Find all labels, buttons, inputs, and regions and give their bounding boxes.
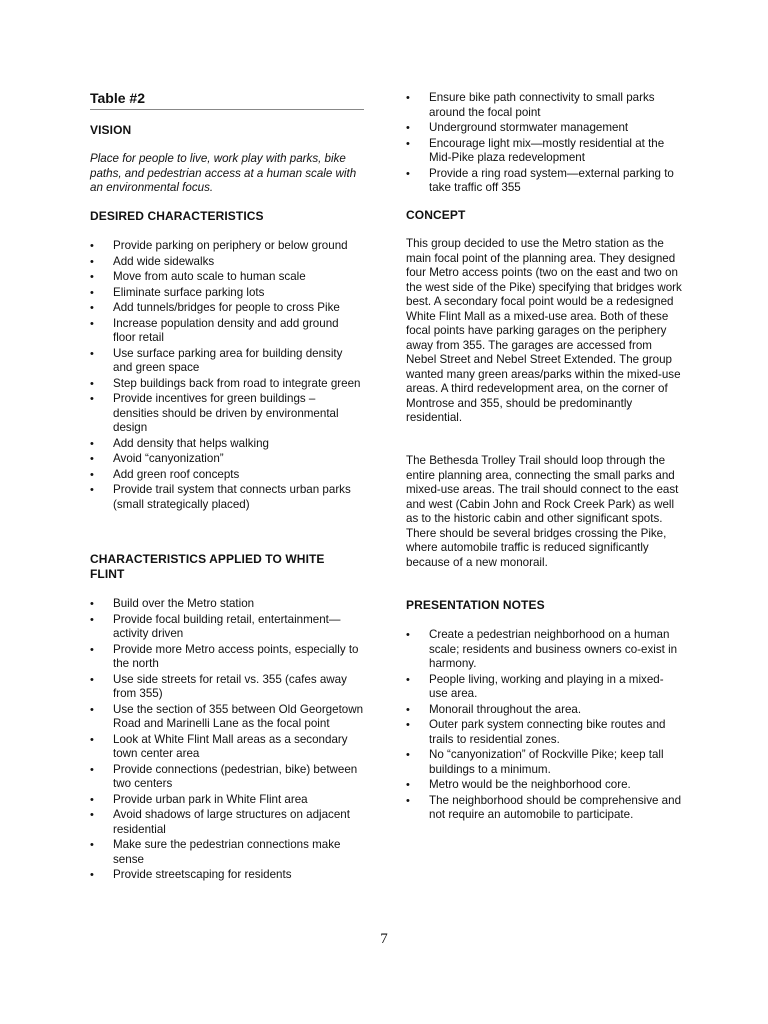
vision-text: Place for people to live, work play with parks, bike paths, and pedestrian access at a human scale with an environmental focus. xyxy=(90,152,357,194)
list-item: • Provide parking on periphery or below ground xyxy=(90,239,364,254)
desired-characteristics-heading: DESIRED CHARACTERISTICS xyxy=(90,209,264,223)
list-item: • Provide focal building retail, entertainment—activity driven xyxy=(90,613,364,642)
list-item: • Provide incentives for green buildings – densities should be driven by environmental design xyxy=(90,392,364,436)
list-item: • Add wide sidewalks xyxy=(90,255,364,270)
list-item: • Provide trail system that connects urban parks (small strategically placed) xyxy=(90,483,364,512)
concept-heading: CONCEPT xyxy=(406,208,466,222)
list-item: • Use the section of 355 between Old Georgetown Road and Marinelli Lane as the focal point xyxy=(90,703,364,732)
list-item: • Ensure bike path connectivity to small parks around the focal point xyxy=(406,91,682,120)
list-item: • Add green roof concepts xyxy=(90,468,364,483)
list-item: • Provide a ring road system—external parking to take traffic off 355 xyxy=(406,167,682,196)
list-item: • Use side streets for retail vs. 355 (cafes away from 355) xyxy=(90,673,364,702)
list-item: • No “canyonization” of Rockville Pike; keep tall buildings to a minimum. xyxy=(406,748,682,777)
list-item: • Create a pedestrian neighborhood on a human scale; residents and business owners co-exist in harmony. xyxy=(406,628,682,672)
presentation-notes-heading: PRESENTATION NOTES xyxy=(406,598,545,612)
list-item: • Metro would be the neighborhood core. xyxy=(406,778,682,793)
list-item: • People living, working and playing in a mixed-use area. xyxy=(406,673,682,702)
list-item: • Provide streetscaping for residents xyxy=(90,868,364,883)
page-number: 7 xyxy=(380,931,388,947)
vision-heading: VISION xyxy=(90,123,132,137)
concept-paragraph-2: The Bethesda Trolley Trail should loop through the entire planning area, connecting the small parks and mixed-use areas. The trail should connect to the east and west (Cabin John and Rock Creek Park) as well as to the historic cabin and other significant spots. There should be several bridges crossing the Pike, where automobile traffic is reduced significantly because of a new monorail. xyxy=(406,454,679,569)
concept-paragraph-1: This group decided to use the Metro station as the main focal point of the planning area. They designed four Metro access points (two on the east and two on the west side of the Pike) specifying that bridges work best. A secondary focal point would be a redesigned White Flint Mall as a mixed-use area. Both of these focal points have parking garages on the periphery away from 355. The garages are accessed from Nebel Street and Nebel Street Extended. The group wanted many green areas/parks within the mixed-use areas. A third redevelopment area, on the corner of Montrose and 355, should be predominantly residential. xyxy=(406,237,682,424)
list-item: • Provide more Metro access points, especially to the north xyxy=(90,643,364,672)
desired-characteristics-list xyxy=(90,239,364,513)
list-item: • Make sure the pedestrian connections make sense xyxy=(90,838,364,867)
list-item: • Avoid “canyonization” xyxy=(90,452,364,467)
list-item: • Avoid shadows of large structures on adjacent residential xyxy=(90,808,364,837)
list-item: • Move from auto scale to human scale xyxy=(90,270,364,285)
table-title: Table #2 xyxy=(90,90,364,110)
list-item: • Provide connections (pedestrian, bike) between two centers xyxy=(90,763,364,792)
list-item: • Add density that helps walking xyxy=(90,437,364,452)
applied-characteristics-list xyxy=(90,597,364,884)
list-item: • Build over the Metro station xyxy=(90,597,364,612)
list-item: • Use surface parking area for building density and green space xyxy=(90,347,364,376)
list-item: • Monorail throughout the area. xyxy=(406,703,682,718)
list-item: • Encourage light mix—mostly residential at the Mid-Pike plaza redevelopment xyxy=(406,137,682,166)
list-item: • Underground stormwater management xyxy=(406,121,682,136)
presentation-notes-list xyxy=(406,628,682,824)
list-item: • Add tunnels/bridges for people to cross Pike xyxy=(90,301,364,316)
list-item: • Step buildings back from road to integrate green xyxy=(90,377,364,392)
list-item: • Outer park system connecting bike routes and trails to residential zones. xyxy=(406,718,682,747)
list-item: • The neighborhood should be comprehensive and not require an automobile to participate. xyxy=(406,794,682,823)
list-item: • Increase population density and add ground floor retail xyxy=(90,317,364,346)
list-item: • Look at White Flint Mall areas as a secondary town center area xyxy=(90,733,364,762)
continued-list xyxy=(406,91,682,197)
applied-characteristics-heading: CHARACTERISTICS APPLIED TO WHITE FLINT xyxy=(90,552,325,581)
list-item: • Provide urban park in White Flint area xyxy=(90,793,364,808)
list-item: • Eliminate surface parking lots xyxy=(90,286,364,301)
